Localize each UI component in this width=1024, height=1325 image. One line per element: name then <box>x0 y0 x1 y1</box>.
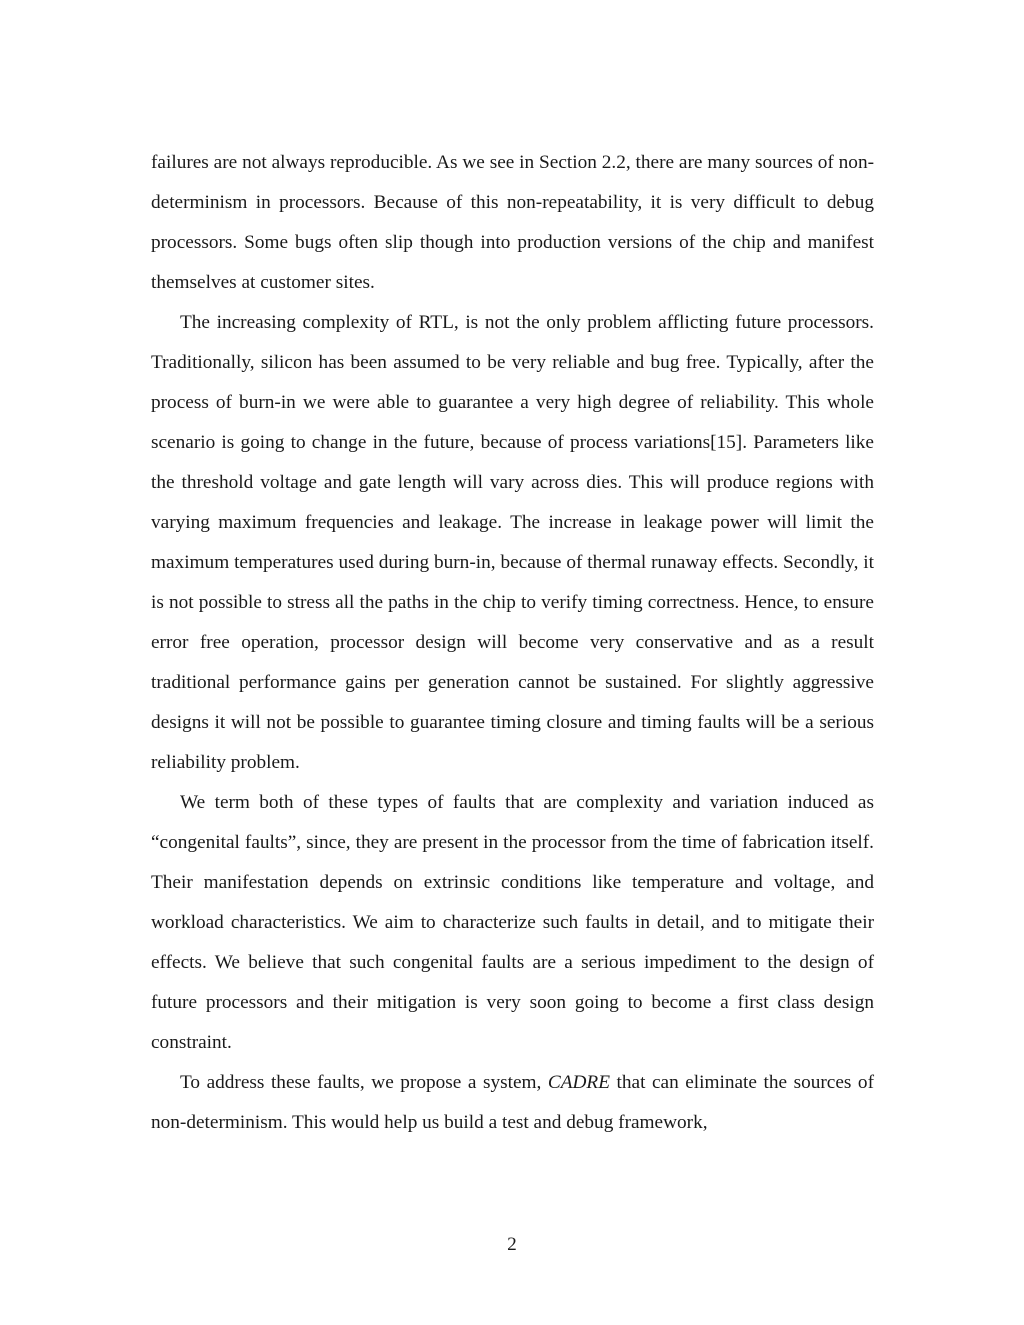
page-number: 2 <box>507 1234 517 1255</box>
paragraph-1: failures are not always reproducible. As we see in Section 2.2, there are many sources of non-determinism in processors. Because of this non-repeatability, it is very difficult to debug processors. Some bugs often slip though into production versions of the chip and manifest themselves at customer sites. <box>151 152 874 293</box>
body-text <box>151 143 874 1143</box>
paragraph-2: The increasing complexity of RTL, is not the only problem afflicting future processors. Traditionally, silicon has been assumed to be very reliable and bug free. Typically, after the process of burn-in we were able to guarantee a very high degree of reliability. This whole scenario is going to change in the future, because of process variations[15]. Parameters like the threshold voltage and gate length will vary across dies. This will produce regions with varying maximum frequencies and leakage. The increase in leakage power will limit the maximum temperatures used during burn-in, because of thermal runaway effects. Secondly, it is not possible to stress all the paths in the chip to verify timing correctness. Hence, to ensure error free operation, processor design will become very conservative and as a result traditional performance gains per generation cannot be sustained. For slightly aggressive designs it will not be possible to guarantee timing closure and timing faults will be a serious reliability problem. <box>151 312 874 773</box>
paragraph-4-rest: that can eliminate the sources of non-determinism. This would help us build a test and debug framework, <box>151 1072 874 1133</box>
paragraph-4-lead: To address these faults, we propose a system, <box>180 1072 548 1093</box>
paragraph-4 <box>151 1063 874 1143</box>
paragraph-3: We term both of these types of faults that are complexity and variation induced as “congenital faults”, since, they are present in the processor from the time of fabrication itself. Their manifestation depends on extrinsic conditions like temperature and voltage, and workload characteristics. We aim to characterize such faults in detail, and to mitigate their effects. We believe that such congenital faults are a serious impediment to the design of future processors and their mitigation is very soon going to become a first class design constraint. <box>151 792 874 1053</box>
cadre-term: CADRE <box>547 1072 610 1093</box>
